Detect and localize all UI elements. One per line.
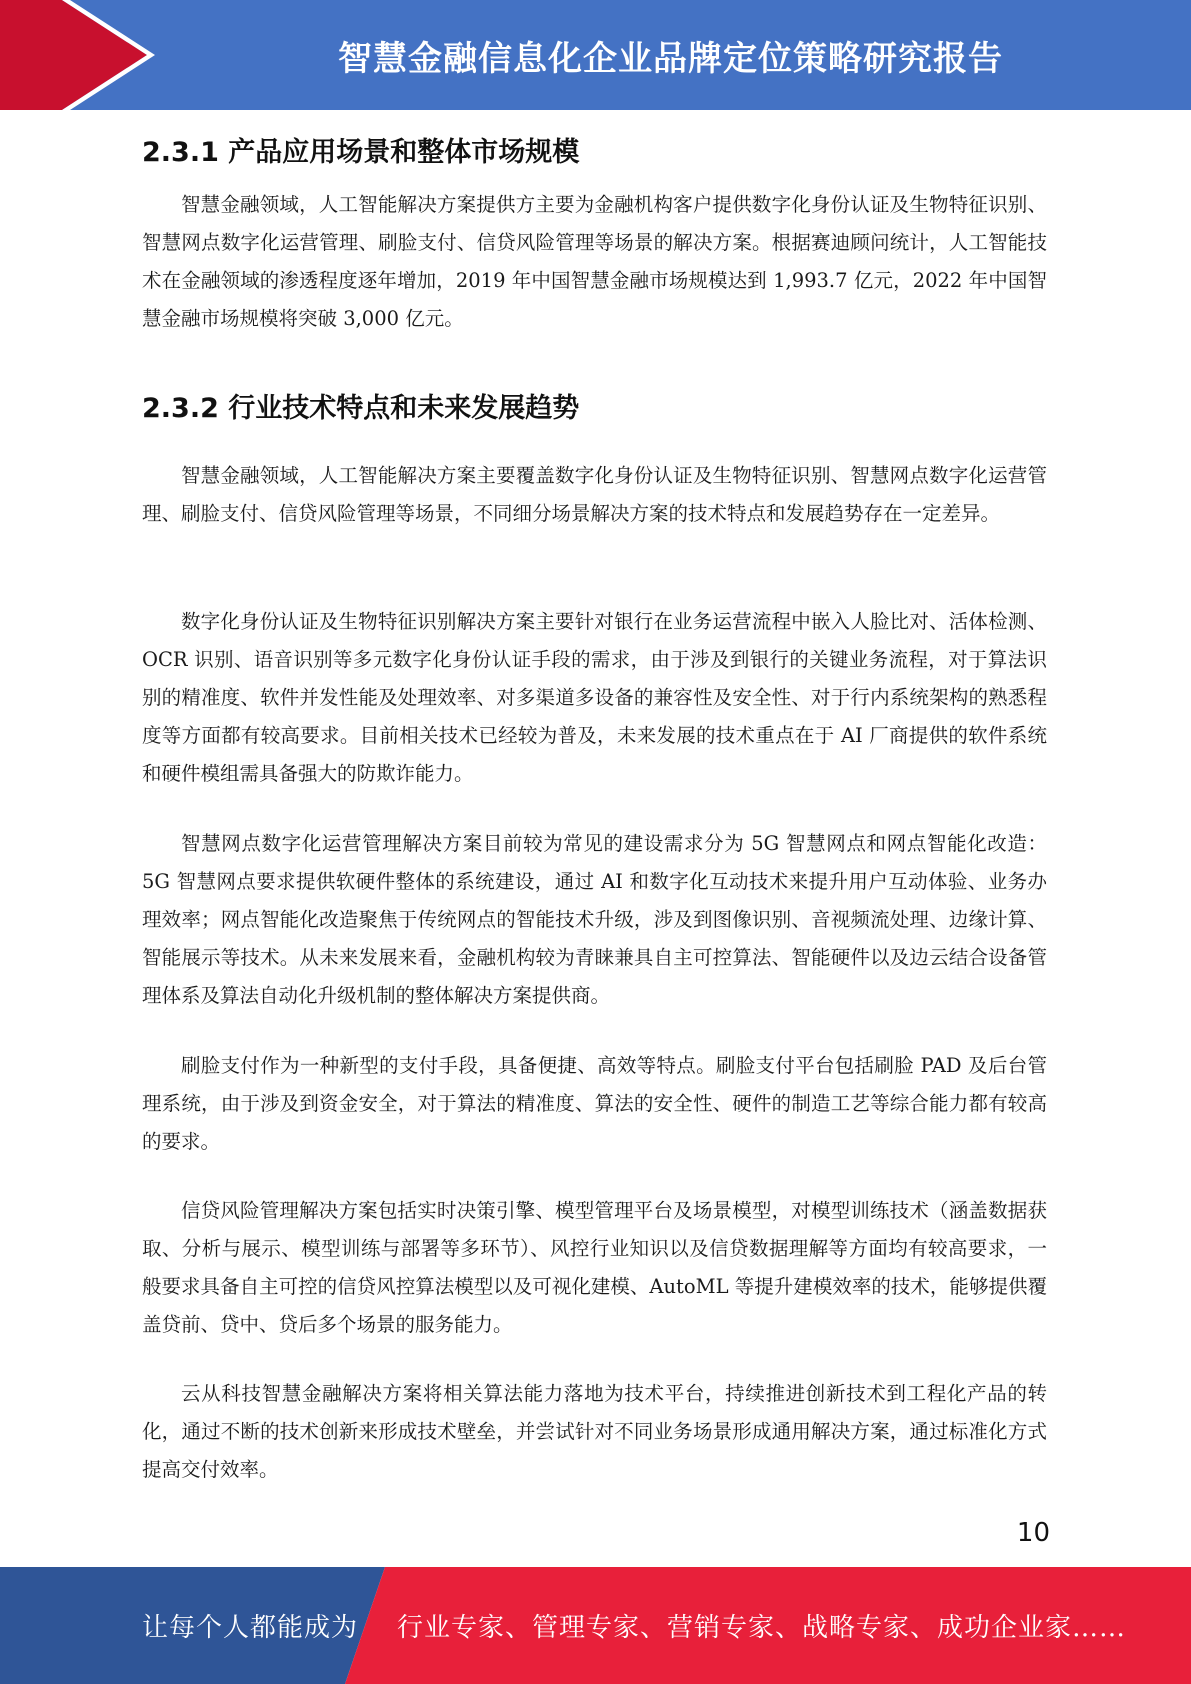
page-footer	[0, 1567, 1191, 1684]
paragraph: 智慧金融领域，人工智能解决方案主要覆盖数字化身份认证及生物特征识别、智慧网点数字化运营管理、刷脸支付、信贷风险管理等场景，不同细分场景解决方案的技术特点和发展趋势存在一定差异。	[142, 464, 1047, 525]
paragraph: 云从科技智慧金融解决方案将相关算法能力落地为技术平台，持续推进创新技术到工程化产品的转化，通过不断的技术创新来形成技术壁垒，并尝试针对不同业务场景形成通用解决方案，通过标准化方式提高交付效率。	[142, 1382, 1047, 1481]
header-title: 智慧金融信息化企业品牌定位策略研究报告	[338, 38, 1003, 79]
page-number: 10	[1016, 1518, 1050, 1548]
footer-roles: 行业专家、管理专家、营销专家、战略专家、成功企业家……	[397, 1613, 1127, 1643]
paragraph: 智慧网点数字化运营管理解决方案目前较为常见的建设需求分为 5G 智慧网点和网点智能化改造：5G 智慧网点要求提供软硬件整体的系统建设，通过 AI 和数字化互动技术来提升用户互动体验、业务办理效率；网点智能化改造聚焦于传统网点的智能技术升级，涉及到图像识别、音视频流处理、边缘计算、智能展示等技术。从未来发展来看，金融机构较为青睐兼具自主可控算法、智能硬件以及边云结合设备管理体系及算法自动化升级机制的整体解决方案提供商。	[142, 832, 1047, 1007]
section-heading: 2.3.1 产品应用场景和整体市场规模	[142, 137, 580, 168]
paragraph: 数字化身份认证及生物特征识别解决方案主要针对银行在业务运营流程中嵌入人脸比对、活体检测、OCR 识别、语音识别等多元数字化身份认证手段的需求，由于涉及到银行的关键业务流程，对于算法识别的精准度、软件并发性能及处理效率、对多渠道多设备的兼容性及安全性、对于行内系统架构的熟悉程度等方面都有较高要求。目前相关技术已经较为普及，未来发展的技术重点在于 AI 厂商提供的软件系统和硬件模组需具备强大的防欺诈能力。	[142, 610, 1047, 785]
paragraph: 信贷风险管理解决方案包括实时决策引擎、模型管理平台及场景模型，对模型训练技术（涵盖数据获取、分析与展示、模型训练与部署等多环节）、风控行业知识以及信贷数据理解等方面均有较高要求，一般要求具备自主可控的信贷风控算法模型以及可视化建模、AutoML 等提升建模效率的技术，能够提供覆盖贷前、贷中、贷后多个场景的服务能力。	[142, 1199, 1047, 1336]
paragraph: 智慧金融领域，人工智能解决方案提供方主要为金融机构客户提供数字化身份认证及生物特征识别、智慧网点数字化运营管理、刷脸支付、信贷风险管理等场景的解决方案。根据赛迪顾问统计，人工智能技术在金融领域的渗透程度逐年增加，2019 年中国智慧金融市场规模达到 1,993.7 亿元，2022 年中国智慧金融市场规模将突破 3,000 亿元。	[142, 193, 1047, 330]
footer-slogan: 让每个人都能成为	[142, 1613, 359, 1643]
paragraph: 刷脸支付作为一种新型的支付手段，具备便捷、高效等特点。刷脸支付平台包括刷脸 PAD 及后台管理系统，由于涉及到资金安全，对于算法的精准度、算法的安全性、硬件的制造工艺等综合能力都有较高的要求。	[142, 1054, 1047, 1153]
section-heading: 2.3.2 行业技术特点和未来发展趋势	[142, 393, 580, 424]
header-arrow-icon	[0, 0, 160, 110]
page-header	[0, 0, 1191, 110]
